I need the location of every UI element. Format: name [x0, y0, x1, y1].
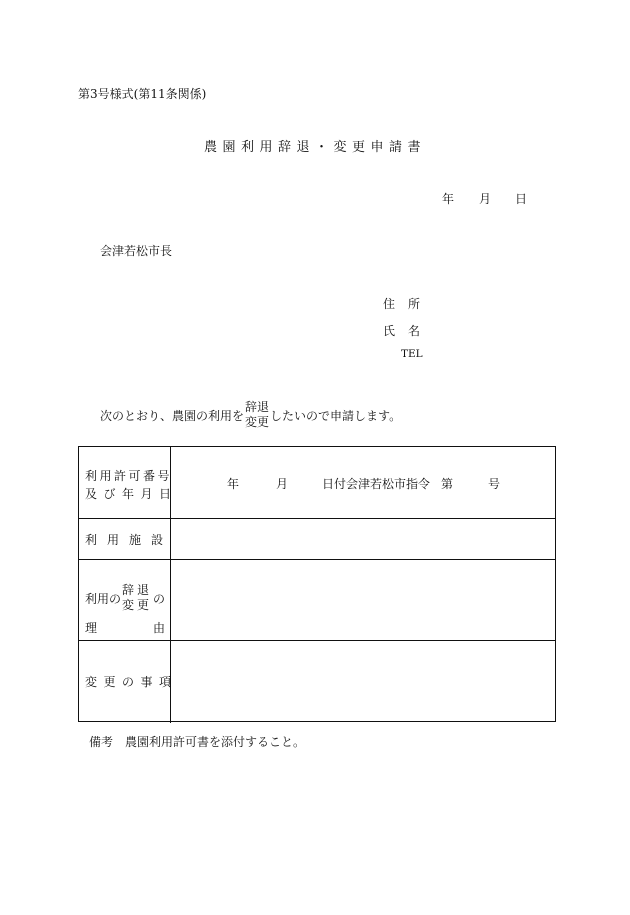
permit-number-label-line2: 及び年月日 — [85, 487, 178, 501]
tel-label: TEL — [401, 348, 423, 360]
name-label: 氏名 — [383, 324, 434, 338]
table-row-reason — [79, 560, 555, 641]
statement-prefix: 次のとおり、農園の利用を — [100, 408, 245, 423]
statement-option-choice — [245, 400, 269, 430]
date-month-label: 月 — [479, 192, 492, 206]
statement-option-change: 変更 — [245, 415, 270, 429]
statement-suffix: したいので申請します。 — [270, 408, 402, 423]
permit-month-label: 月 — [276, 477, 289, 491]
permit-go-label: 号 — [488, 477, 501, 491]
document-title: 農園利用辞退・変更申請書 — [203, 140, 426, 155]
reason-label-suffix: の — [153, 591, 166, 606]
address-label: 住所 — [383, 297, 434, 311]
facility-label: 利用施設 — [85, 533, 174, 547]
permit-year-label: 年 — [227, 477, 240, 491]
reason-option-withdraw: 辞退 — [122, 583, 153, 597]
reason-label-top — [85, 583, 165, 613]
remarks-note: 備考 農園利用許可書を添付すること。 — [89, 735, 306, 749]
facility-value-cell[interactable] — [171, 519, 555, 559]
table-row-permit-number — [79, 447, 555, 519]
addressee: 会津若松市長 — [100, 244, 173, 258]
reason-option-change: 変更 — [122, 598, 153, 612]
facility-label-cell — [79, 519, 174, 559]
table-row-facility — [79, 519, 555, 560]
permit-dai-label: 第 — [441, 477, 454, 491]
change-details-value-cell[interactable] — [171, 641, 555, 723]
statement-option-withdraw: 辞退 — [245, 400, 270, 414]
permit-designation-label: 日付会津若松市指令 — [322, 477, 431, 491]
reason-value-cell[interactable] — [171, 560, 555, 640]
reason-label-ri: 理 — [85, 621, 98, 635]
change-details-label: 変更の事項 — [85, 675, 178, 689]
reason-label-prefix: 利用の — [85, 591, 122, 606]
permit-number-label-line1: 利用許可番号 — [85, 469, 173, 483]
form-number: 第3号様式(第11条関係) — [78, 87, 207, 101]
change-details-label-cell — [79, 641, 178, 723]
permit-number-value-cell[interactable] — [171, 447, 555, 518]
date-day-label: 日 — [515, 192, 528, 206]
reason-label-yu: 由 — [153, 621, 166, 635]
reason-option-choice — [122, 583, 152, 613]
table-row-change-details — [79, 641, 555, 723]
permit-number-label-cell — [79, 447, 178, 518]
date-year-label: 年 — [442, 192, 455, 206]
application-table — [78, 446, 556, 722]
application-statement — [100, 400, 401, 430]
reason-label-cell — [79, 560, 171, 640]
